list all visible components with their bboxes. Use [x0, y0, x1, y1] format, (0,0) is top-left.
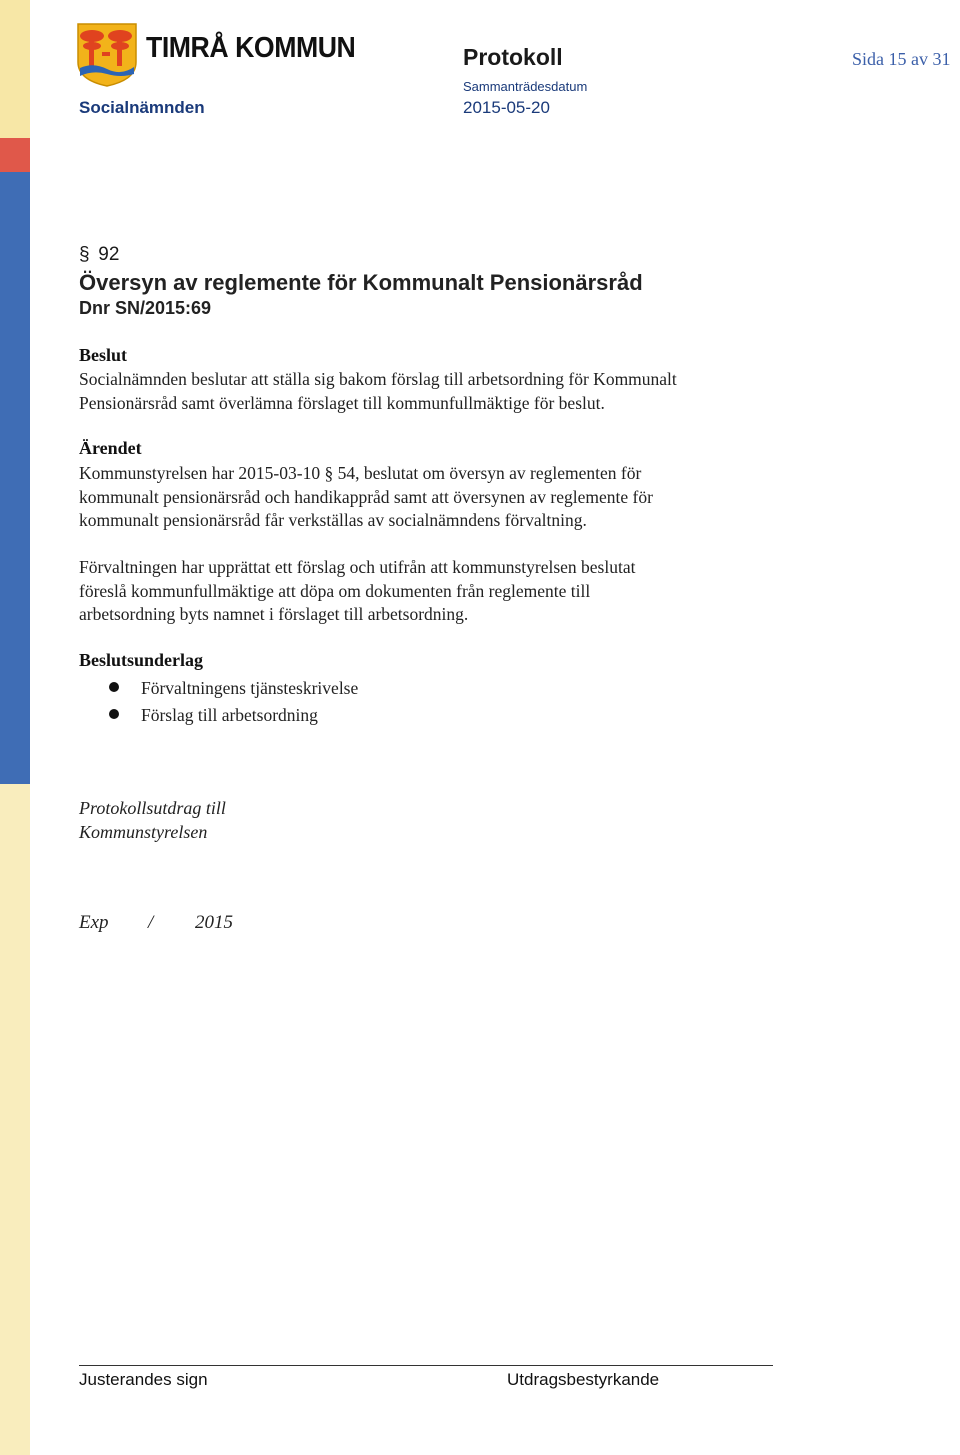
text-line: Pensionärsråd samt överlämna förslaget till kommunfullmäktige för beslut.	[79, 392, 605, 413]
exp-year: 2015	[195, 912, 233, 933]
page-number: Sida 15 av 31	[852, 49, 951, 69]
exp-label: Exp	[79, 912, 109, 933]
justerande-sign: Justerandes sign	[79, 1370, 208, 1389]
bullet-icon	[109, 709, 119, 719]
text-line: kommunalt pensionärsråd och handikappråd samt att översynen av reglemente för	[79, 486, 653, 507]
text-line: kommunalt pensionärsråd får verkställas av socialnämndens förvaltning.	[79, 510, 587, 530]
meeting-date: 2015-05-20	[463, 98, 550, 117]
arendet-paragraph-1	[79, 462, 759, 533]
beslutsunderlag-list	[79, 676, 358, 730]
list-item-label: Förslag till arbetsordning	[141, 705, 318, 725]
stripe-blue	[0, 172, 30, 784]
protokollsutdrag-recipient: Kommunstyrelsen	[79, 822, 208, 842]
list-item	[79, 703, 358, 730]
stripe-red	[0, 138, 30, 172]
beslut-heading: Beslut	[79, 345, 128, 365]
stripe-yellow-top	[0, 0, 30, 138]
diary-number: Dnr SN/2015:69	[79, 298, 212, 318]
section-number	[79, 244, 119, 266]
committee-name: Socialnämnden	[79, 98, 205, 117]
text-line: föreslå kommunfullmäktige att döpa om dokumenten från reglemente till	[79, 580, 591, 601]
section-title: Översyn av reglemente för Kommunalt Pensionärsråd	[79, 270, 643, 295]
list-item	[79, 676, 358, 703]
protokollsutdrag-label: Protokollsutdrag till	[79, 798, 226, 818]
beslutsunderlag-heading: Beslutsunderlag	[79, 650, 204, 670]
list-item-label: Förvaltningens tjänsteskrivelse	[141, 678, 359, 698]
arendet-heading: Ärendet	[79, 438, 142, 458]
text-line: Förvaltningen har upprättat ett förslag och utifrån att kommunstyrelsen beslutat	[79, 557, 636, 577]
text-line: Kommunstyrelsen har 2015-03-10 § 54, beslutat om översyn av reglementen för	[79, 463, 642, 483]
bullet-icon	[109, 682, 119, 692]
text-line: arbetsordning byts namnet i förslaget till arbetsordning.	[79, 604, 469, 624]
meeting-date-label: Sammanträdesdatum	[463, 79, 588, 94]
signature-line	[79, 1365, 773, 1366]
paragraph-symbol: §	[79, 244, 90, 265]
utdragsbestyrkande: Utdragsbestyrkande	[507, 1370, 660, 1389]
text-line: Socialnämnden beslutar att ställa sig bakom förslag till arbetsordning för Kommunalt	[79, 369, 677, 389]
section-number-value: 92	[98, 244, 120, 265]
exp-slash: /	[148, 912, 154, 933]
timra-coat-of-arms-icon	[76, 22, 138, 88]
logo-wordmark: TIMRÅ KOMMUN	[146, 32, 356, 64]
beslut-text	[79, 368, 759, 415]
arendet-paragraph-2	[79, 556, 759, 627]
stripe-yellow-bottom	[0, 784, 30, 1455]
document-type: Protokoll	[463, 44, 563, 70]
